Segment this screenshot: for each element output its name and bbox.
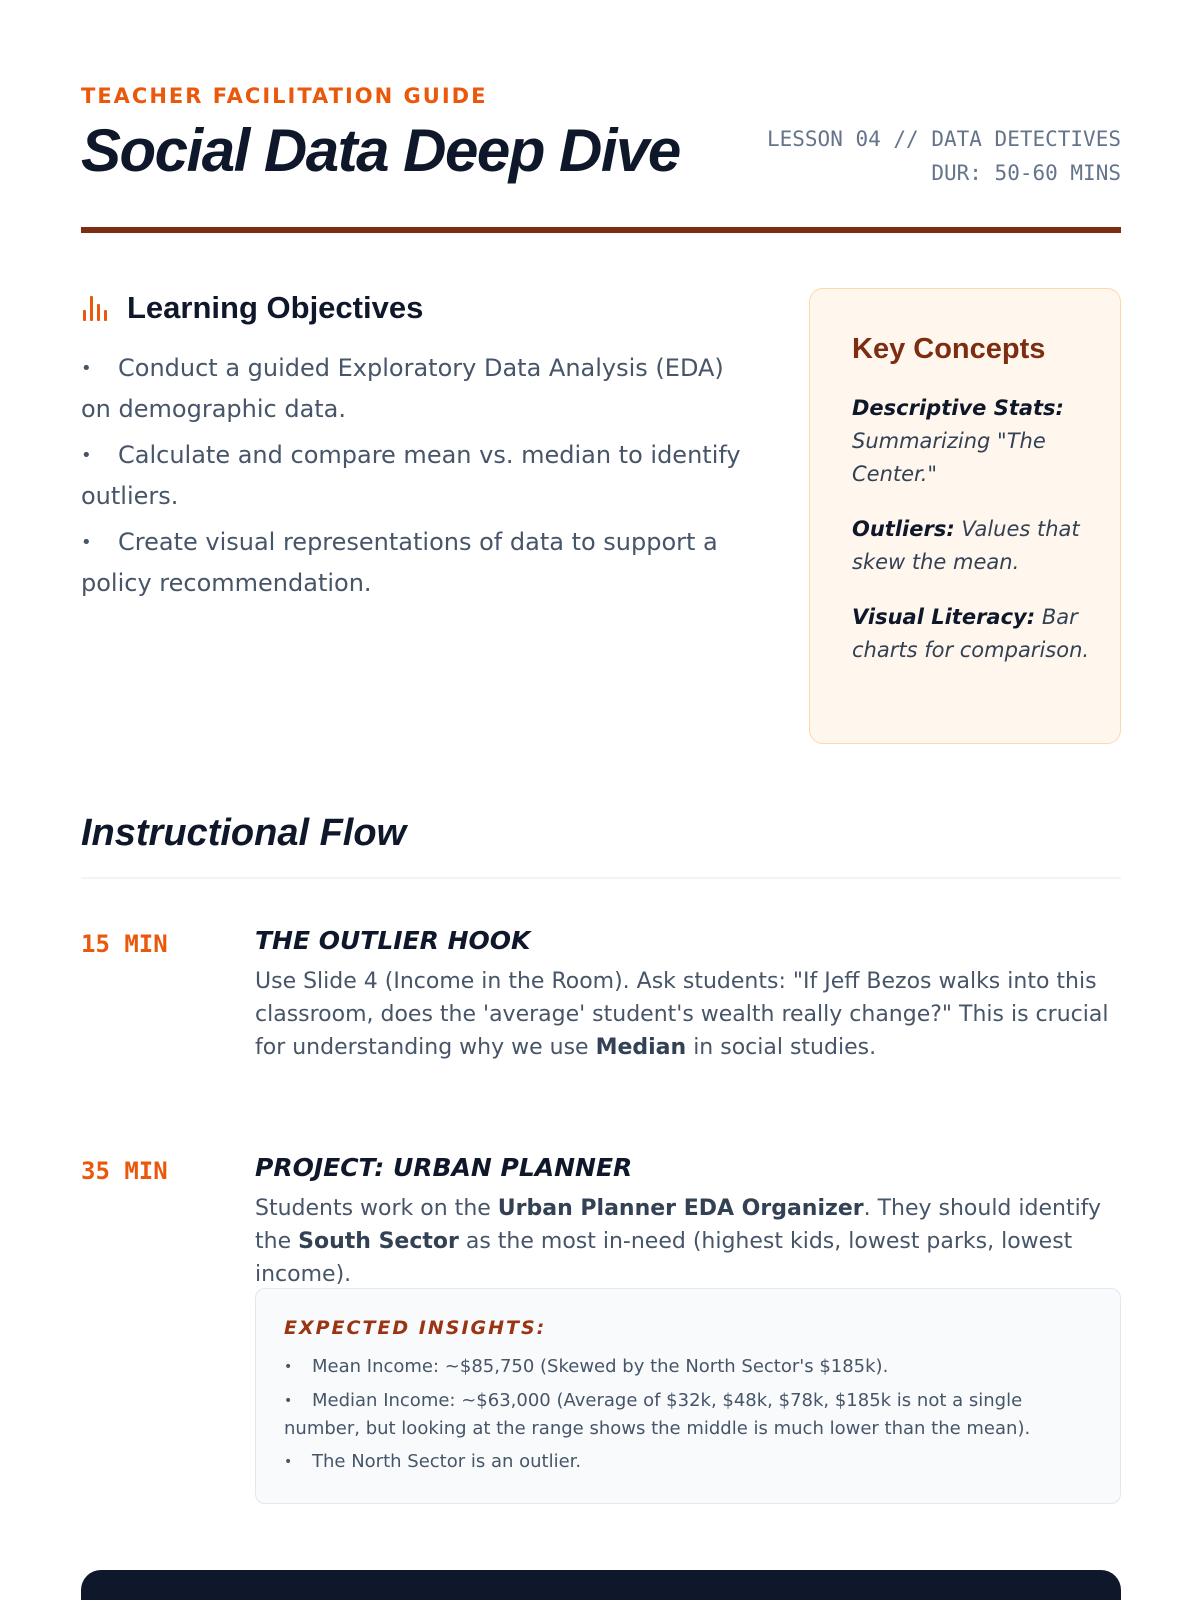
step-body: [255, 926, 1121, 1064]
concept-term: Outliers:: [852, 517, 955, 541]
concept-desc: Bar charts for comparison.: [852, 605, 1090, 662]
lesson-label: LESSON 04 // DATA DETECTIVES: [766, 127, 1121, 151]
step-description: Use Slide 4 (Income in the Room). Ask students: "If Jeff Bezos walks into this classroom, does the 'average' student's wealth really change?" This is crucial for understanding why we use Median in social studies.: [255, 969, 1109, 1060]
step-description: Students work on the Urban Planner EDA Organizer. They should identify the South Sector as the most in-need (highest kids, lowest parks, lowest income).: [255, 1196, 1102, 1287]
list-item: • Create visual representations of data to support a policy recommendation.: [81, 528, 718, 597]
concept-desc: Values that skew the mean.: [852, 517, 1080, 574]
list-item: • Calculate and compare mean vs. median to identify outliers.: [81, 441, 741, 510]
objectives-title: Learning Objectives: [127, 290, 424, 325]
step-title: THE OUTLIER HOOK: [255, 926, 531, 955]
guide-kicker: TEACHER FACILITATION GUIDE: [81, 84, 488, 108]
step-body: [255, 1153, 1121, 1291]
list-item: • Mean Income: ~$85,750 (Skewed by the North Sector's $185k).: [284, 1356, 889, 1377]
flow-title: Instructional Flow: [81, 812, 407, 854]
concept-item: [852, 513, 1098, 579]
objectives-list: [81, 348, 761, 609]
concept-term: Visual Literacy:: [852, 605, 1036, 629]
duration-label: DUR: 50-60 MINS: [931, 161, 1121, 185]
footer-panel: [81, 1570, 1121, 1600]
key-concepts-title: Key Concepts: [852, 333, 1046, 365]
expected-insights-box: [255, 1288, 1121, 1504]
key-concepts-card: [809, 288, 1121, 744]
page-title: Social Data Deep Dive: [81, 117, 680, 184]
list-item: • Median Income: ~$63,000 (Average of $32k, $48k, $78k, $185k is not a single number, but looking at the range shows the middle is much lower than the mean).: [284, 1390, 1031, 1439]
concept-term: Descriptive Stats:: [852, 396, 1064, 420]
step-duration: 15 MIN: [81, 930, 168, 958]
flow-divider: [81, 877, 1121, 879]
concept-item: [852, 601, 1098, 667]
insights-list: [284, 1353, 1092, 1476]
insights-title: EXPECTED INSIGHTS:: [284, 1317, 547, 1339]
objectives-heading: [81, 290, 423, 326]
lesson-meta: [767, 122, 1121, 190]
step-duration: 35 MIN: [81, 1157, 168, 1185]
step-title: PROJECT: URBAN PLANNER: [255, 1153, 633, 1182]
header-divider: [81, 227, 1121, 233]
bar-chart-icon: [81, 293, 107, 323]
concept-item: [852, 392, 1098, 491]
concept-desc: Summarizing "The Center.": [852, 429, 1046, 486]
list-item: • The North Sector is an outlier.: [284, 1451, 582, 1472]
list-item: • Conduct a guided Exploratory Data Analysis (EDA) on demographic data.: [81, 354, 724, 423]
